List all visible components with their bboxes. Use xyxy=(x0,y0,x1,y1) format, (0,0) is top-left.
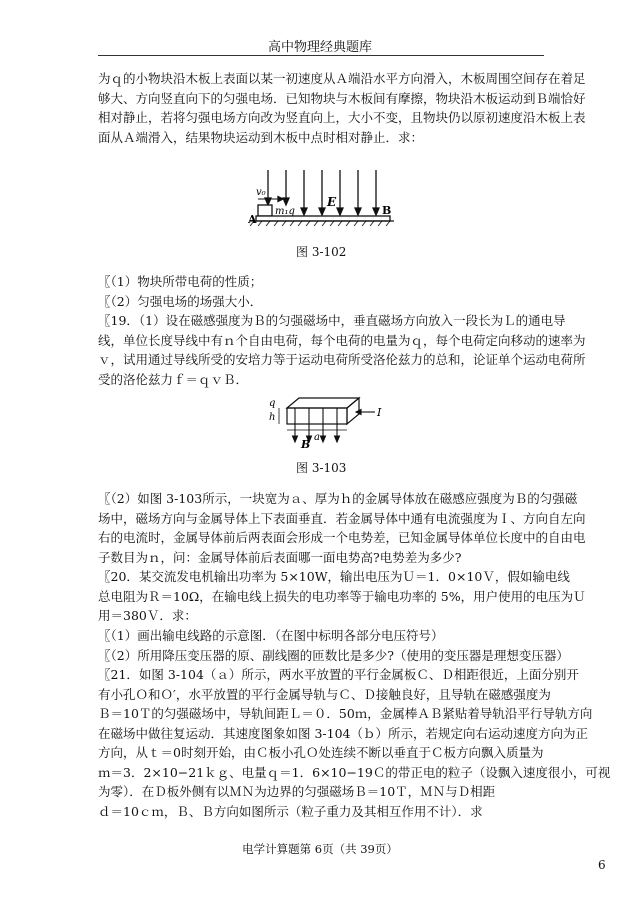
label-B: B xyxy=(301,438,311,451)
text-line: 场中，磁场方向与金属导体上下表面垂直．若金属导体中通有电流强度为Ｉ、方向自左向 xyxy=(98,510,586,526)
arrowhead xyxy=(301,208,307,215)
block xyxy=(258,205,272,216)
label-a: a xyxy=(314,432,320,443)
current-arrowhead xyxy=(356,410,361,415)
question-19-part1 xyxy=(98,311,586,389)
velocity-arrowhead xyxy=(278,197,283,202)
question-20 xyxy=(98,567,586,626)
text-line: 用＝380Ｖ．求： xyxy=(98,608,197,623)
text-line: 〖19．（1）设在磁感强度为Ｂ的匀强磁场中，垂直磁场方向放入一段长为Ｌ的通电导 xyxy=(98,313,566,328)
arrowhead xyxy=(373,208,379,215)
text-line: ｄ＝10ｃｍ，Ｂ、Ｂ方向如图所示（粒子重力及其相互作用不计）．求 xyxy=(98,803,483,819)
label-I: I xyxy=(377,406,382,419)
question-20-parts xyxy=(98,626,569,665)
arrowhead xyxy=(337,208,343,215)
label-q: q xyxy=(269,398,276,409)
arrowhead xyxy=(355,208,361,215)
text-line: 相对静止，若将匀强电场方向改为竖直向上，大小不变，且物块仍以原初速度沿木板上表 xyxy=(98,110,586,125)
text-line: Ｂ＝10Ｔ的匀强磁场中，导轨间距Ｌ＝０．50ｍ，金属棒ＡＢ紧贴着导轨沿平行导轨方向 xyxy=(98,706,593,721)
text-line: 在磁场中做往复运动．其速度图象如图 3-104（ｂ）所示，若规定向右运动速度方向为正 xyxy=(98,725,589,741)
label-mass: m₁q xyxy=(275,206,295,217)
intro-paragraph xyxy=(98,69,586,147)
figure-3-102 xyxy=(248,168,398,234)
text-line: 子数目为ｎ，问：金属导体前后表面哪一面电势高?电势差为多少? xyxy=(98,549,462,565)
figure-caption: 图 3-102 xyxy=(296,245,347,259)
text-line: 有小孔Ｏ和Ｏ′，水平放置的平行金属导轨与Ｃ、Ｄ接触良好，且导轨在磁感强度为 xyxy=(98,686,551,702)
label-v0: v₀ xyxy=(256,187,266,198)
label-h: h xyxy=(269,412,276,423)
figure-3-103 xyxy=(265,396,385,452)
text-line: 〖（1）画出输电线路的示意图．（在图中标明各部分电压符号） xyxy=(98,628,444,643)
text-line: 〖（1）物块所带电荷的性质； xyxy=(98,274,263,289)
text-line: 〖（2）所用降压变压器的原、副线圈的匝数比是多少?（使用的变压器是理想变压器） xyxy=(98,647,569,663)
text-line: 够大、方向竖直向下的匀强电场．已知物块与木板间有摩擦，物块沿木板运动到Ｂ端恰好 xyxy=(98,90,586,106)
question-21 xyxy=(98,665,611,821)
page-footer: 电学计算题第 6页（共 39页） xyxy=(242,842,398,856)
text-line: 面从Ａ端滑入，结果物块运动到木板中点时相对静止．求： xyxy=(98,129,424,145)
arrowhead xyxy=(319,208,325,215)
page-header-title: 高中物理经典题库 xyxy=(267,40,372,55)
text-line: 〖21．如图 3-104（ａ）所示，两水平放置的平行金属板Ｃ、Ｄ相距很近，上面分别开 xyxy=(98,667,579,682)
label-A: A xyxy=(248,213,257,226)
header-divider xyxy=(98,55,544,56)
slab-front-face xyxy=(287,408,347,424)
text-line: 受的洛伦兹力ｆ＝ｑｖＢ． xyxy=(98,371,249,387)
text-line: 线，单位长度导线中有ｎ个自由电荷，每个电荷的电量为ｑ，每个电荷定向移动的速率为 xyxy=(98,332,586,348)
question-19-part2 xyxy=(98,489,586,567)
text-line: 〖（2）匀强电场的场强大小． xyxy=(98,293,263,309)
question-18-parts xyxy=(98,272,548,311)
text-line: 为零）．在Ｄ板外侧有以ＭＮ为边界的匀强磁场Ｂ＝10Ｔ，ＭＮ与Ｄ相距 xyxy=(98,784,496,799)
text-line: 〖20．某交流发电机输出功率为 5×10W，输出电压为Ｕ＝1．0×10Ｖ，假如输电线 xyxy=(98,569,570,584)
page-number: 6 xyxy=(598,858,606,872)
label-E: E xyxy=(327,195,337,209)
text-line: 为ｑ的小物块沿木板上表面以某一初速度从Ａ端沿水平方向滑入，木板周围空间存在着足 xyxy=(98,71,586,86)
text-line: 〖（2）如图 3-103所示，一块宽为ａ、厚为ｈ的金属导体放在磁感应强度为Ｂ的匀强磁 xyxy=(98,491,578,506)
text-line: ｍ＝3．2×10−21ｋｇ、电量ｑ＝1．6×10−19Ｃ的带正电的粒子（设飘入速度很小，可视 xyxy=(98,764,611,780)
text-line: 右的电流时，金属导体前后两表面会形成一个电势差，已知金属导体单位长度中的自由电 xyxy=(98,530,586,545)
text-line: 方向，从ｔ＝0时刻开始，由Ｃ板小孔Ｏ处连续不断以垂直于Ｃ板方向飘入质量为 xyxy=(98,745,544,760)
text-line: ｖ，试用通过导线所受的安培力等于运动电荷所受洛伦兹力的总和，论证单个运动电荷所 xyxy=(98,352,586,367)
label-B: B xyxy=(382,204,392,217)
text-line: 总电阻为Ｒ＝10Ω，在输电线上损失的电功率等于输电功率的 5%，用户使用的电压为Ｕ xyxy=(98,588,586,604)
figure-caption: 图 3-103 xyxy=(296,461,347,475)
